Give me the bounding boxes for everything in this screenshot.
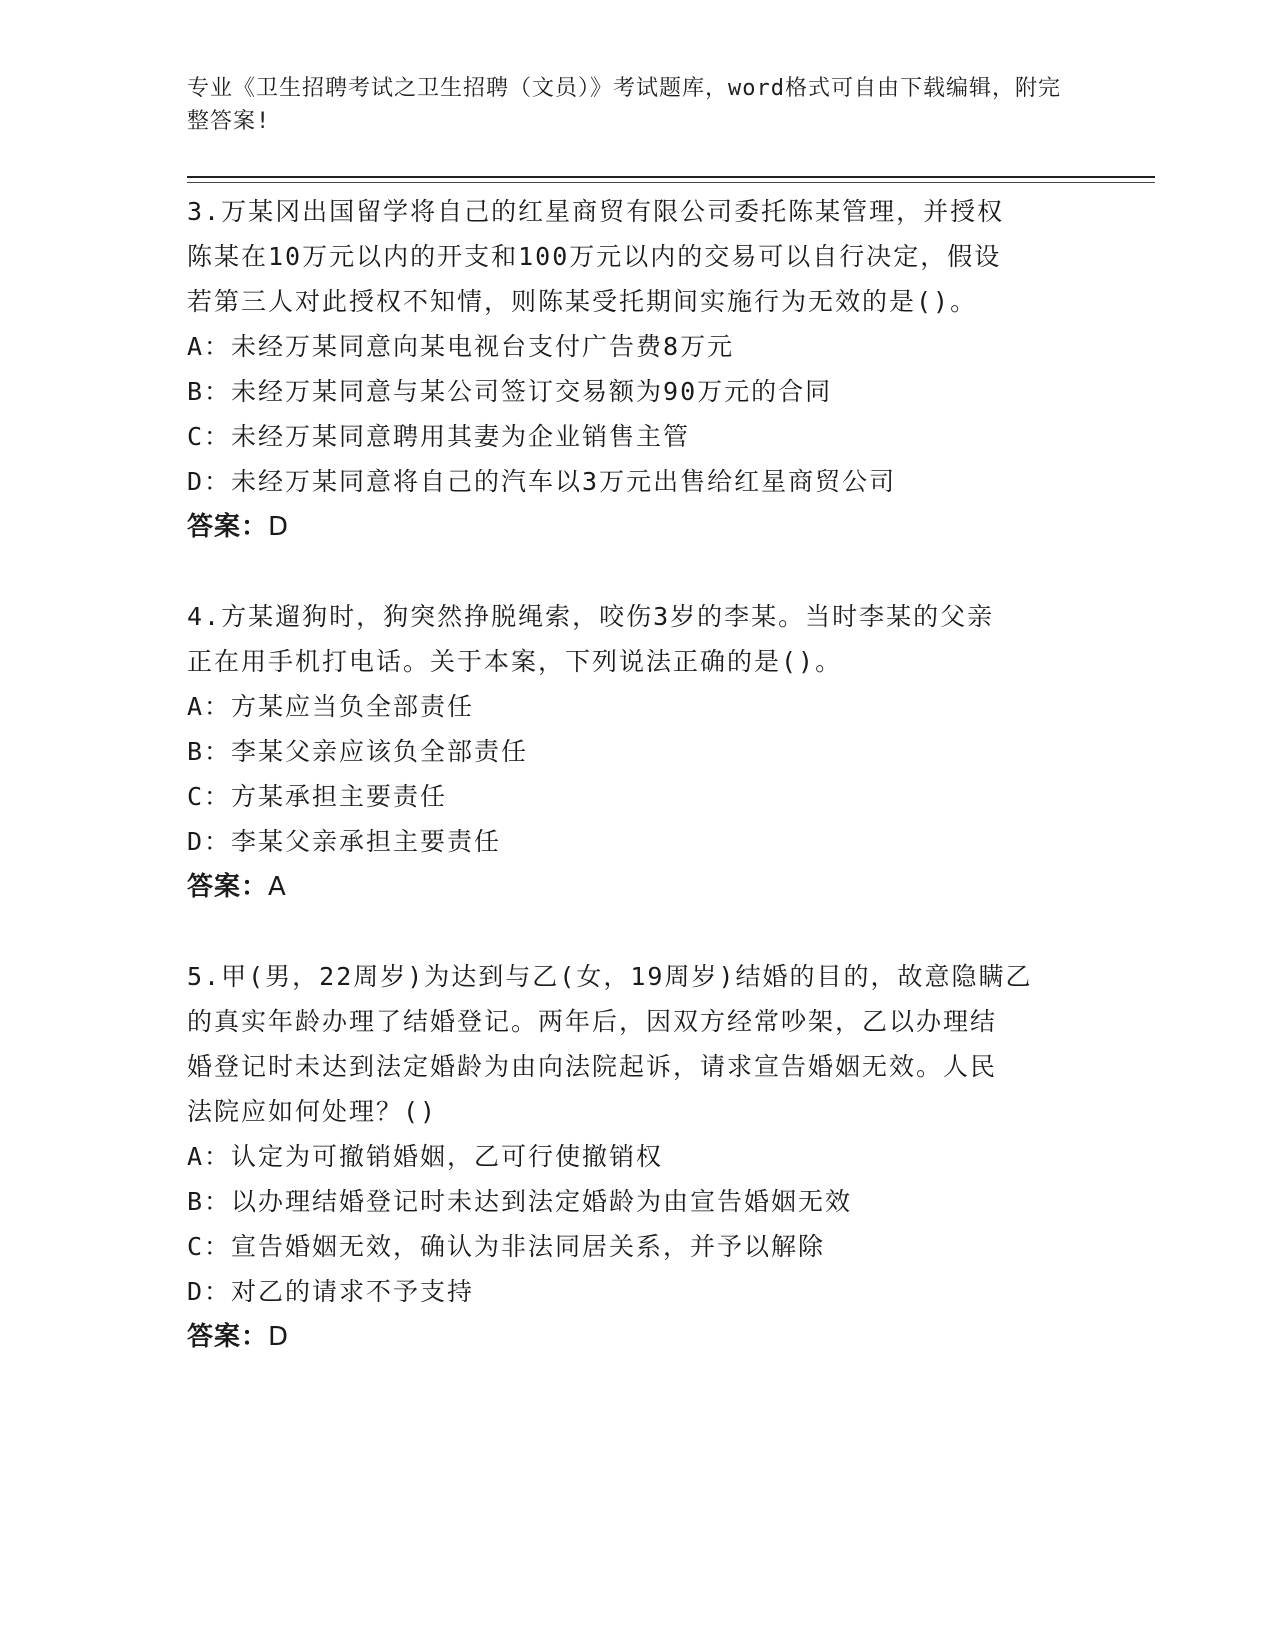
question-stem-line: 正在用手机打电话。关于本案，下列说法正确的是()。 [187, 647, 843, 676]
header-divider-thick [187, 176, 1155, 178]
answer-label: 答案： [187, 512, 269, 542]
option-a: A：认定为可撤销婚姻，乙可行使撤销权 [187, 1142, 664, 1171]
question-3 [187, 189, 1087, 550]
question-stem-line: 若第三人对此授权不知情，则陈某受托期间实施行为无效的是()。 [187, 287, 978, 316]
question-list [187, 189, 1087, 1404]
document-header: 专业《卫生招聘考试之卫生招聘（文员）》考试题库，word格式可自由下载编辑，附完整答案! [187, 76, 1061, 134]
option-a: A：方某应当负全部责任 [187, 692, 475, 721]
option-d: D：李某父亲承担主要责任 [187, 827, 502, 856]
answer-value: D [268, 1322, 290, 1352]
answer-label: 答案： [187, 872, 269, 902]
question-stem-line: 法院应如何处理？() [187, 1097, 438, 1126]
question-stem-line: 5.甲(男，22周岁)为达到与乙(女，19周岁)结婚的目的，故意隐瞒乙 [187, 962, 1033, 991]
option-b: B：未经万某同意与某公司签订交易额为90万元的合同 [187, 377, 833, 406]
answer-label: 答案： [187, 1322, 269, 1352]
answer-value: D [268, 512, 290, 542]
answer-value: A [268, 872, 287, 902]
answer [187, 504, 1087, 550]
answer [187, 1314, 1087, 1360]
option-d: D：对乙的请求不予支持 [187, 1277, 475, 1306]
option-c: C：宣告婚姻无效，确认为非法同居关系，并予以解除 [187, 1232, 826, 1261]
question-stem-line: 陈某在10万元以内的开支和100万元以内的交易可以自行决定，假设 [187, 242, 1002, 271]
option-a: A：未经万某同意向某电视台支付广告费8万元 [187, 332, 735, 361]
question-4 [187, 594, 1087, 910]
option-c: C：未经万某同意聘用其妻为企业销售主管 [187, 422, 691, 451]
question-5 [187, 954, 1087, 1360]
answer [187, 864, 1087, 910]
option-d: D：未经万某同意将自己的汽车以3万元出售给红星商贸公司 [187, 467, 897, 496]
question-stem-line: 的真实年龄办理了结婚登记。两年后，因双方经常吵架，乙以办理结 [187, 1007, 998, 1036]
header-divider-thin [187, 182, 1155, 183]
option-b: B：李某父亲应该负全部责任 [187, 737, 529, 766]
option-b: B：以办理结婚登记时未达到法定婚龄为由宣告婚姻无效 [187, 1187, 853, 1216]
question-stem-line: 3.万某冈出国留学将自己的红星商贸有限公司委托陈某管理，并授权 [187, 197, 1005, 226]
question-stem-line: 4.方某遛狗时，狗突然挣脱绳索，咬伤3岁的李某。当时李某的父亲 [187, 602, 995, 631]
question-stem-line: 婚登记时未达到法定婚龄为由向法院起诉，请求宣告婚姻无效。人民 [187, 1052, 998, 1081]
option-c: C：方某承担主要责任 [187, 782, 448, 811]
